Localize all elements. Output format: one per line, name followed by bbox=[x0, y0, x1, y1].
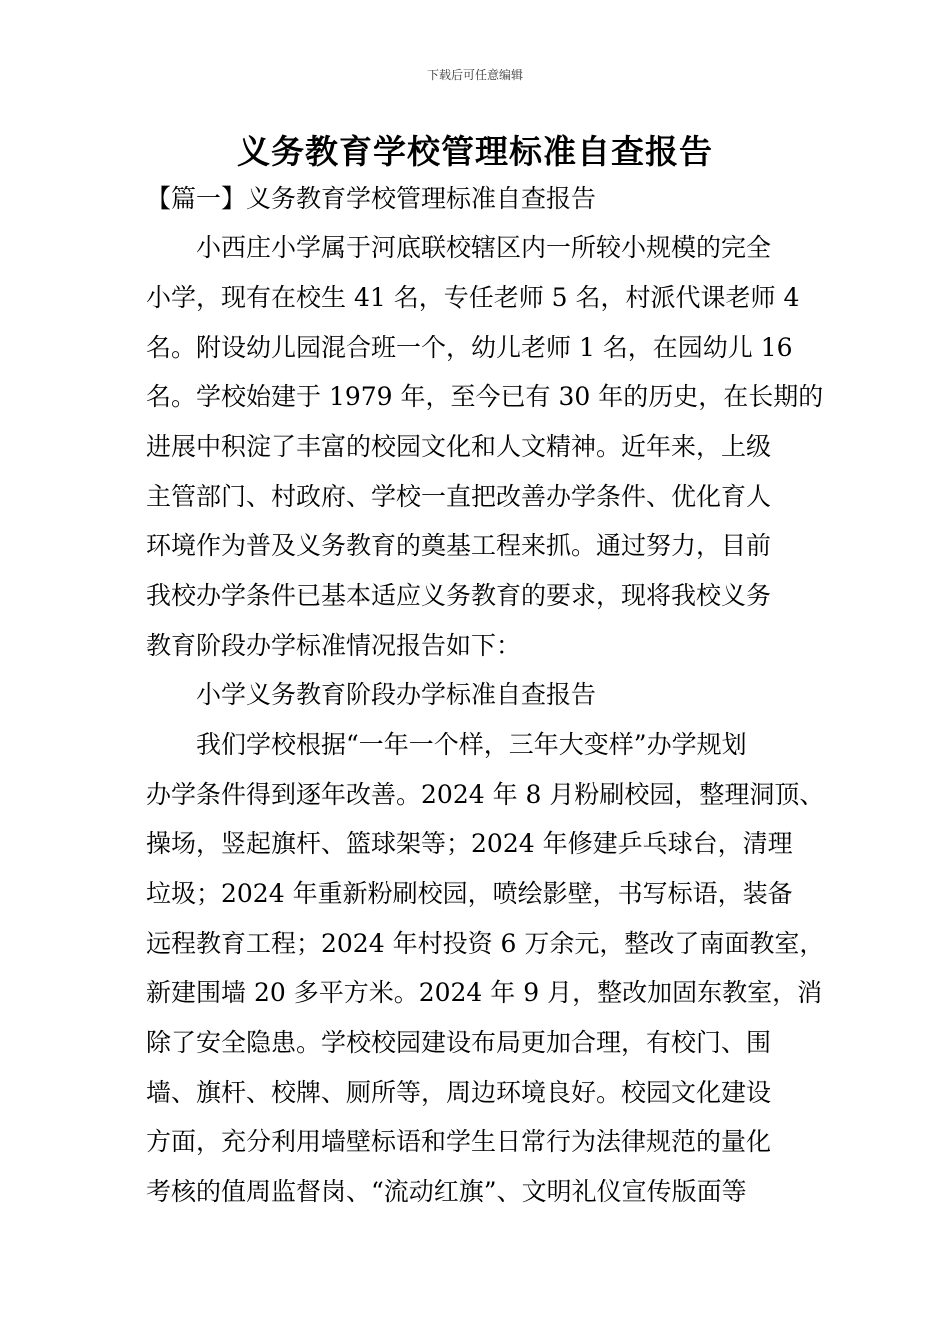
subheading-line: 小学义务教育阶段办学标准自查报告 bbox=[196, 680, 597, 709]
paragraph-line: 我们学校根据“一年一个样，三年大变样”办学规划 bbox=[196, 730, 747, 759]
paragraph-line: 除了安全隐患。学校校园建设布局更加合理，有校门、围 bbox=[146, 1028, 772, 1057]
paragraph-line: 我校办学条件已基本适应义务教育的要求，现将我校义务 bbox=[146, 581, 772, 610]
page-header-note: 下载后可任意编辑 bbox=[426, 68, 523, 82]
paragraph-line: 方面，充分利用墙壁标语和学生日常行为法律规范的量化 bbox=[146, 1127, 772, 1156]
paragraph-line: 新建围墙 20 多平方米。2024 年 9 月，整改加固东教室，消 bbox=[146, 978, 823, 1007]
paragraph-line: 远程教育工程；2024 年村投资 6 万余元，整改了南面教室， bbox=[146, 929, 825, 958]
paragraph-line: 小西庄小学属于河底联校辖区内一所较小规模的完全 bbox=[196, 233, 772, 262]
paragraph-line: 操场，竖起旗杆、篮球架等；2024 年修建乒乓球台，清理 bbox=[146, 829, 793, 858]
paragraph-line: 进展中积淀了丰富的校园文化和人文精神。近年来，上级 bbox=[146, 432, 772, 461]
paragraph-line: 名。学校始建于 1979 年，至今已有 30 年的历史，在长期的 bbox=[146, 382, 824, 411]
paragraph-line: 环境作为普及义务教育的奠基工程来抓。通过努力，目前 bbox=[146, 531, 772, 560]
paragraph-line: 办学条件得到逐年改善。2024 年 8 月粉刷校园，整理洞顶、 bbox=[146, 780, 825, 809]
section-heading: 【篇一】义务教育学校管理标准自查报告 bbox=[146, 184, 597, 213]
paragraph-line: 垃圾；2024 年重新粉刷校园，喷绘影壁，书写标语，装备 bbox=[146, 879, 793, 908]
paragraph-line: 教育阶段办学标准情况报告如下： bbox=[146, 631, 522, 660]
paragraph-line: 墙、旗杆、校牌、厕所等，周边环境良好。校园文化建设 bbox=[146, 1078, 772, 1107]
paragraph-line: 名。附设幼儿园混合班一个，幼儿老师 1 名，在园幼儿 16 bbox=[146, 333, 793, 362]
paragraph-line: 主管部门、村政府、学校一直把改善办学条件、优化育人 bbox=[146, 482, 772, 511]
paragraph-line: 小学，现有在校生 41 名，专任老师 5 名，村派代课老师 4 bbox=[146, 283, 800, 312]
document-title: 义务教育学校管理标准自查报告 bbox=[237, 132, 713, 171]
paragraph-line: 考核的值周监督岗、“流动红旗”、文明礼仪宣传版面等 bbox=[146, 1177, 747, 1206]
